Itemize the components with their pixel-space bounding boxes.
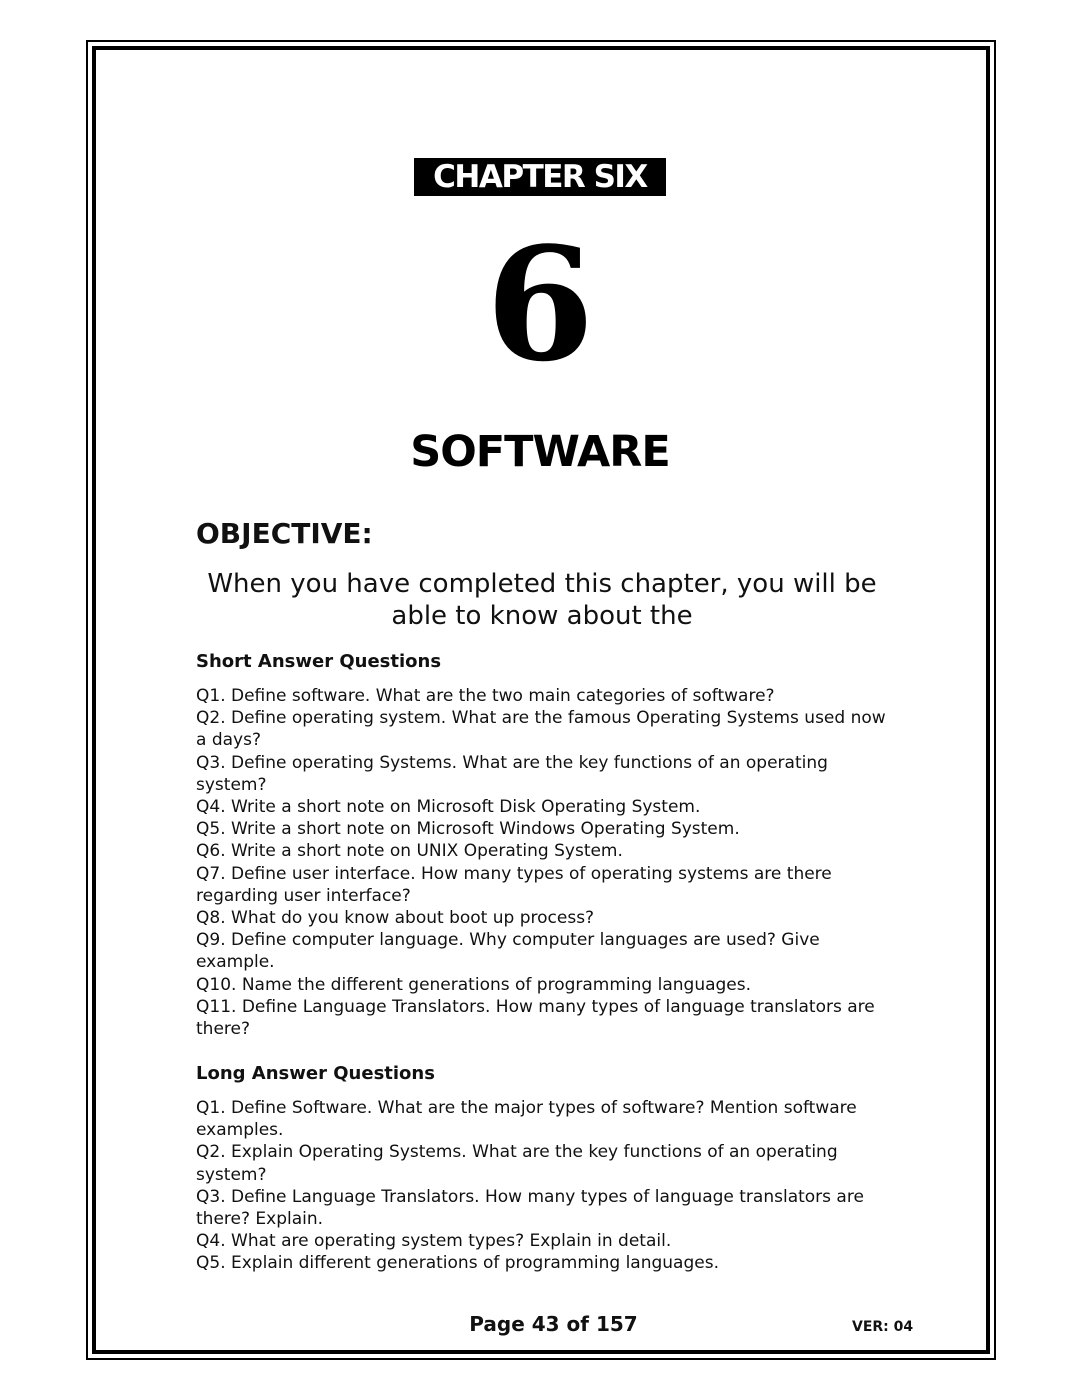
short-answer-list bbox=[196, 685, 896, 1040]
short-question-5: Q5. Write a short note on Microsoft Windows Operating System. bbox=[196, 819, 740, 840]
short-question-7: Q7. Define user interface. How many types of operating systems are there regarding user interface? bbox=[196, 863, 832, 906]
long-answer-list bbox=[196, 1097, 896, 1275]
long-question-4: Q4. What are operating system types? Explain in detail. bbox=[196, 1231, 672, 1252]
long-question-5: Q5. Explain different generations of programming languages. bbox=[196, 1253, 719, 1274]
short-question-10: Q10. Name the different generations of programming languages. bbox=[196, 974, 752, 995]
short-question-6: Q6. Write a short note on UNIX Operating System. bbox=[196, 841, 623, 862]
long-question-1: Q1. Define Software. What are the major types of software? Mention software examples. bbox=[196, 1098, 857, 1141]
long-question-3: Q3. Define Language Translators. How many types of language translators are there? Explain. bbox=[196, 1186, 864, 1230]
short-question-9: Q9. Define computer language. Why computer languages are used? Give example. bbox=[196, 930, 820, 973]
short-question-11: Q11. Define Language Translators. How many types of language translators are there? bbox=[196, 996, 875, 1040]
short-question-2: Q2. Define operating system. What are the famous Operating Systems used now a days? bbox=[196, 708, 886, 751]
version-label: VER: 04 bbox=[852, 1319, 914, 1335]
chapter-number: 6 bbox=[485, 213, 595, 396]
page-number: Page 43 of 157 bbox=[469, 1312, 638, 1336]
long-answer-heading: Long Answer Questions bbox=[196, 1063, 435, 1084]
short-question-1: Q1. Define software. What are the two main categories of software? bbox=[196, 686, 775, 706]
short-question-4: Q4. Write a short note on Microsoft Disk Operating System. bbox=[196, 797, 701, 818]
objective-heading: OBJECTIVE: bbox=[196, 517, 373, 550]
short-question-8: Q8. What do you know about boot up process? bbox=[196, 908, 595, 929]
short-answer-heading: Short Answer Questions bbox=[196, 651, 442, 672]
objective-text: When you have completed this chapter, you will be able to know about the bbox=[207, 569, 877, 631]
long-question-2: Q2. Explain Operating Systems. What are the key functions of an operating system? bbox=[196, 1142, 838, 1185]
chapter-label: CHAPTER SIX bbox=[414, 158, 666, 196]
chapter-title: SOFTWARE bbox=[410, 427, 670, 477]
short-question-3: Q3. Define operating Systems. What are the key functions of an operating system? bbox=[196, 752, 828, 795]
